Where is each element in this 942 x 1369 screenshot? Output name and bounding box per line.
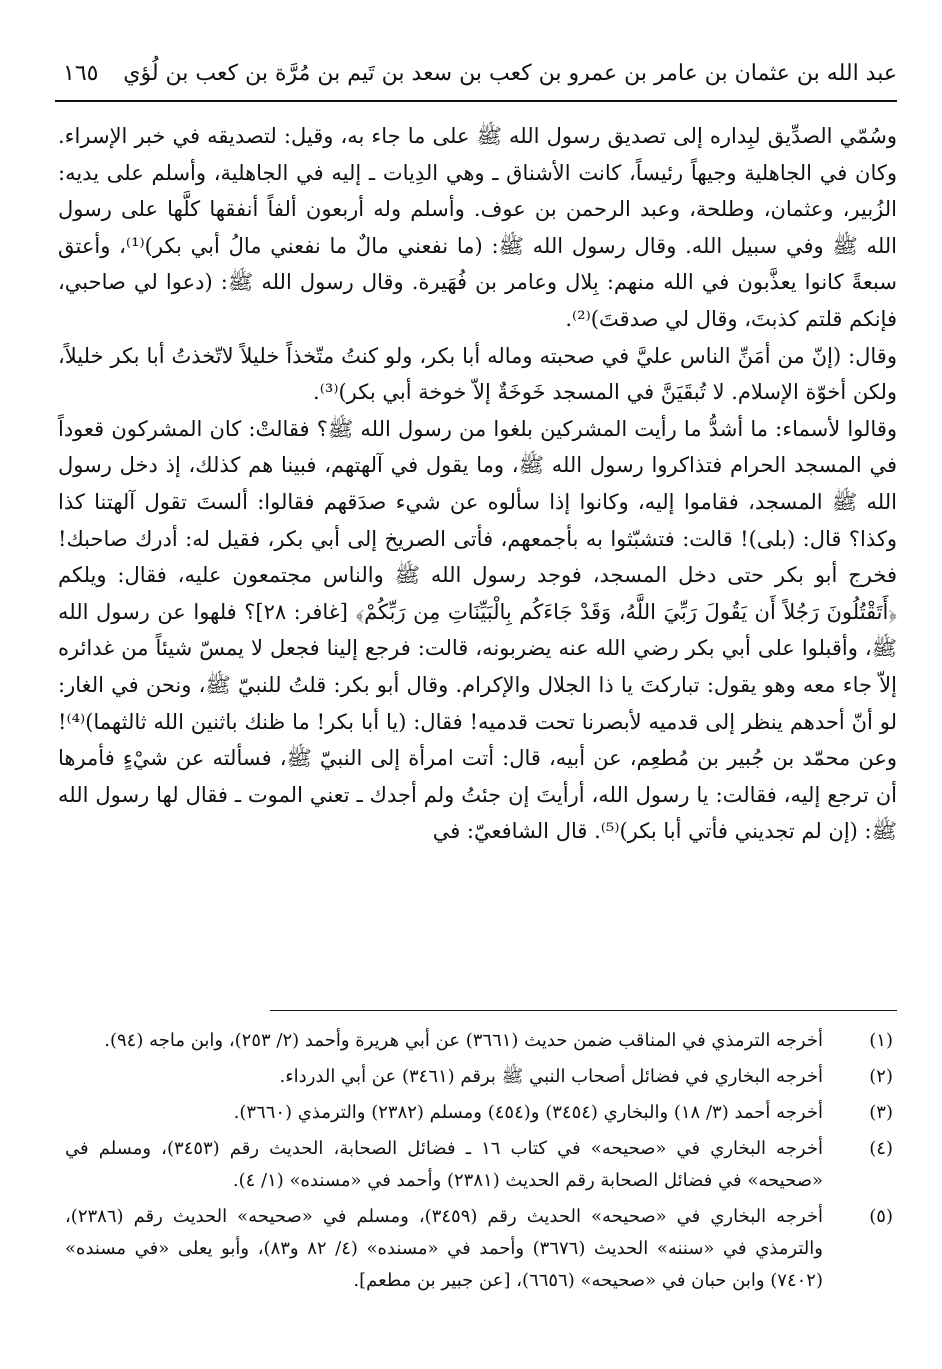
footnote-text: أخرجه أحمد (٣/ ١٨) والبخاري (٣٤٥٤) و(٤٥٤) ومسلم (٢٣٨٢) والترمذي (٣٦٦٠).	[233, 1102, 823, 1123]
footnote-number: (١)	[869, 1030, 893, 1051]
footnotes	[65, 1025, 897, 1301]
footnote-text: أخرجه الترمذي في المناقب ضمن حديث (٣٦٦١) عن أبي هريرة وأحمد (٢/ ٢٥٣)، وابن ماجه (٩٤).	[104, 1030, 823, 1051]
paragraph: وقال: (إنّ من أمَنِّ الناس عليَّ في صحبته وماله أبا بكر، ولو كنتُ متّخذاً خليلاً لاتّخذتُ أبا بكر خليلاً، ولكن أخوّة الإسلام. لا تُبقَيَنَّ في المسجد خَوخَةٌ إلاّ خوخة أبي بكر)⁽³⁾.	[58, 343, 897, 405]
footnote	[65, 1133, 897, 1197]
footnote	[65, 1025, 897, 1057]
footnote-number: (٢)	[869, 1066, 893, 1087]
page-number: ١٦٥	[63, 61, 99, 86]
main-text	[58, 118, 897, 850]
footnote-text: أخرجه البخاري في «صحيحه» في كتاب ١٦ ـ فضائل الصحابة، الحديث رقم (٣٤٥٣)، ومسلم في «صحيحه» في فضائل الصحابة رقم الحديث (٢٣٨١) وأحمد في «مسنده» (١/ ٤).	[65, 1138, 823, 1191]
paragraph: وقالوا لأسماء: ما أشدُّ ما رأيت المشركين بلغوا من رسول الله ﷺ؟ فقالتْ: كان المشركون قعوداً في المسجد الحرام فتذاكروا رسول الله ﷺ، وما يقول في آلهتهم، فبينا هم كذلك، إذ دخل رسول الله ﷺ المسجد، فقاموا إليه، وكانوا إذا سألوه عن شيء صدَقهم فقالوا: ألستَ تقول آلهتنا كذا وكذا؟ قال: (بلى)! قالت: فتشبّثوا به بأجمعهم، فأتى الصريخ إلى أبي بكر، فقيل له: أدرك صاحبك! فخرج أبو بكر حتى دخل المسجد، فوجد رسول الله ﷺ والناس مجتمعون عليه، فقال: ويلكم ﴿أَتَقْتُلُونَ رَجُلاً أَن يَقُولَ رَبِّيَ اللَّهُ، وَقَدْ جَاءَكُم بِالْبَيِّنَاتِ مِن رَبِّكُمْ﴾ [غافر: ٢٨]؟ فلهوا عن رسول الله ﷺ، وأقبلوا على أبي بكر رضي الله عنه يضربونه، قالت: فرجع إلينا فجعل لا يمسّ شيئاً من غدائره إلاّ جاء معه وهو يقول: تباركتَ يا ذا الجلال والإكرام. وقال أبو بكر: قلتُ للنبيّ ﷺ، ونحن في الغار: لو أنّ أحدهم ينظر إلى قدميه لأبصرنا تحت قدميه! فقال: (يا أبا بكر! ما ظنك باثنين الله ثالثهما)⁽⁴⁾! وعن محمّد بن جُبير بن مُطعِم، عن أبيه، قال: أتت امرأة إلى النبيّ ﷺ، فسألته عن شيْءٍ فأمرها أن ترجع إليه، فقالت: يا رسول الله، أرأيتَ إن جئتُ ولم أجدك ـ تعني الموت ـ فقال لها رسول الله ﷺ: (إن لم تجديني فأتي أبا بكر)⁽⁵⁾. قال الشافعيّ: في	[58, 416, 897, 844]
header-rule	[55, 100, 897, 102]
footnote	[65, 1201, 897, 1297]
footnote-number: (٥)	[869, 1206, 893, 1227]
footnote	[65, 1061, 897, 1093]
footnote-separator	[270, 1010, 897, 1011]
footnote-text: أخرجه البخاري في فضائل أصحاب النبي ﷺ برقم (٣٤٦١) عن أبي الدرداء.	[279, 1066, 823, 1087]
footnote-number: (٣)	[869, 1102, 893, 1123]
page-header	[55, 55, 897, 100]
footnote-number: (٤)	[869, 1138, 893, 1159]
running-title: عبد الله بن عثمان بن عامر بن عمرو بن كعب بن سعد بن تَيم بن مُرَّة بن كعب بن لُؤي	[123, 61, 897, 86]
paragraph: وسُمّي الصدِّيق لبِداره إلى تصديق رسول الله ﷺ على ما جاء به، وقيل: لتصديقه في خبر الإسراء. وكان في الجاهلية وجيهاً رئيساً، كانت الأشناق ـ وهي الدِيات ـ إليه في الجاهلية، وأسلم على يديه: الزُبير، وعثمان، وطلحة، وعبد الرحمن بن عوف. وأسلم وله أربعون ألفاً أنفقها كلَّها على رسول الله ﷺ وفي سبيل الله. وقال رسول الله ﷺ: (ما نفعني مالٌ ما نفعني مالُ أبي بكر)⁽¹⁾، وأعتق سبعةً كانوا يعذَّبون في الله منهم: بِلال وعامر بن فُهَيرة. وقال رسول الله ﷺ: (دعوا لي صاحبي، فإنكم قلتم كذبتَ، وقال لي صدقتَ)⁽²⁾.	[58, 124, 897, 331]
footnote	[65, 1097, 897, 1129]
footnote-text: أخرجه البخاري في «صحيحه» الحديث رقم (٣٤٥٩)، ومسلم في «صحيحه» الحديث رقم (٢٣٨٦)، والترمذي في «سننه» الحديث (٣٦٧٦) وأحمد في «مسنده» (٤/ ٨٢ و٨٣)، وأبو يعلى «في مسنده» (٧٤٠٢) وابن حبان في «صحيحه» (٦٦٥٦)، [عن جبير بن مطعم].	[65, 1206, 823, 1291]
